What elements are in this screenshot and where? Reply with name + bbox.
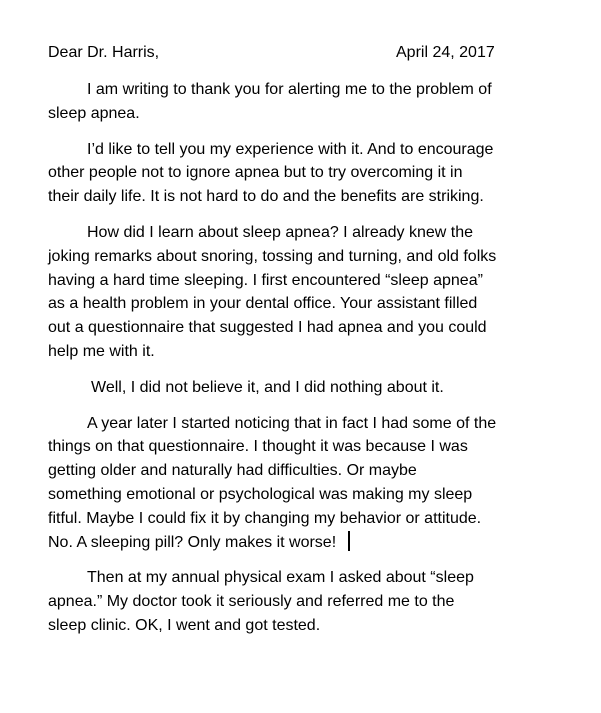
paragraph-line: A year later I started noticing that in fact I had some of the — [87, 414, 497, 432]
paragraph-line: Well, I did not believe it, and I did nothing about it. — [91, 378, 444, 396]
paragraph-line: I’d like to tell you my experience with it. And to encourage — [87, 140, 494, 158]
paragraph-line: something emotional or psychological was making my sleep — [48, 485, 473, 503]
paragraph-line: How did I learn about sleep apnea? I already knew the — [87, 223, 474, 241]
paragraph-line: I am writing to thank you for alerting me to the problem of — [87, 81, 492, 98]
text-cursor — [348, 531, 350, 551]
paragraph-line: as a health problem in your dental office. Your assistant filled — [48, 295, 478, 313]
letter-header — [48, 42, 588, 64]
paragraph-5 — [48, 412, 588, 555]
paragraph-line: fitful. Maybe I could fix it by changing my behavior or attitude. — [48, 509, 482, 527]
paragraph-line: sleep apnea. — [48, 104, 140, 122]
paragraph-line: sleep clinic. OK, I went and got tested. — [48, 616, 321, 634]
salutation: Dear Dr. Harris, — [48, 44, 160, 61]
paragraph-line: Then at my annual physical exam I asked about “sleep — [87, 569, 474, 587]
paragraph-3 — [48, 221, 588, 364]
paragraph-line: their daily life. It is not hard to do and the benefits are striking. — [48, 188, 484, 206]
paragraph-line: joking remarks about snoring, tossing and turning, and old folks — [48, 247, 497, 265]
paragraph-line: apnea.” My doctor took it seriously and referred me to the — [48, 593, 455, 611]
paragraph-line-text: No. A sleeping pill? Only makes it worse! — [48, 533, 337, 551]
paragraph-1 — [48, 78, 588, 126]
paragraph-line: getting older and naturally had difficulties. Or maybe — [48, 462, 417, 480]
paragraph-line: out a questionnaire that suggested I had apnea and you could — [48, 319, 487, 337]
paragraph-4 — [48, 376, 588, 400]
paragraph-line: other people not to ignore apnea but to try overcoming it in — [48, 164, 463, 182]
paragraph-6 — [48, 566, 588, 637]
paragraph-line: help me with it. — [48, 342, 155, 360]
paragraph-line: things on that questionnaire. I thought it was because I was — [48, 438, 468, 456]
paragraph-line — [48, 531, 588, 555]
paragraph-2 — [48, 138, 588, 209]
letter-date: April 24, 2017 — [396, 44, 495, 61]
letter-page[interactable] — [48, 42, 588, 638]
paragraph-line: having a hard time sleeping. I first encountered “sleep apnea” — [48, 271, 483, 289]
